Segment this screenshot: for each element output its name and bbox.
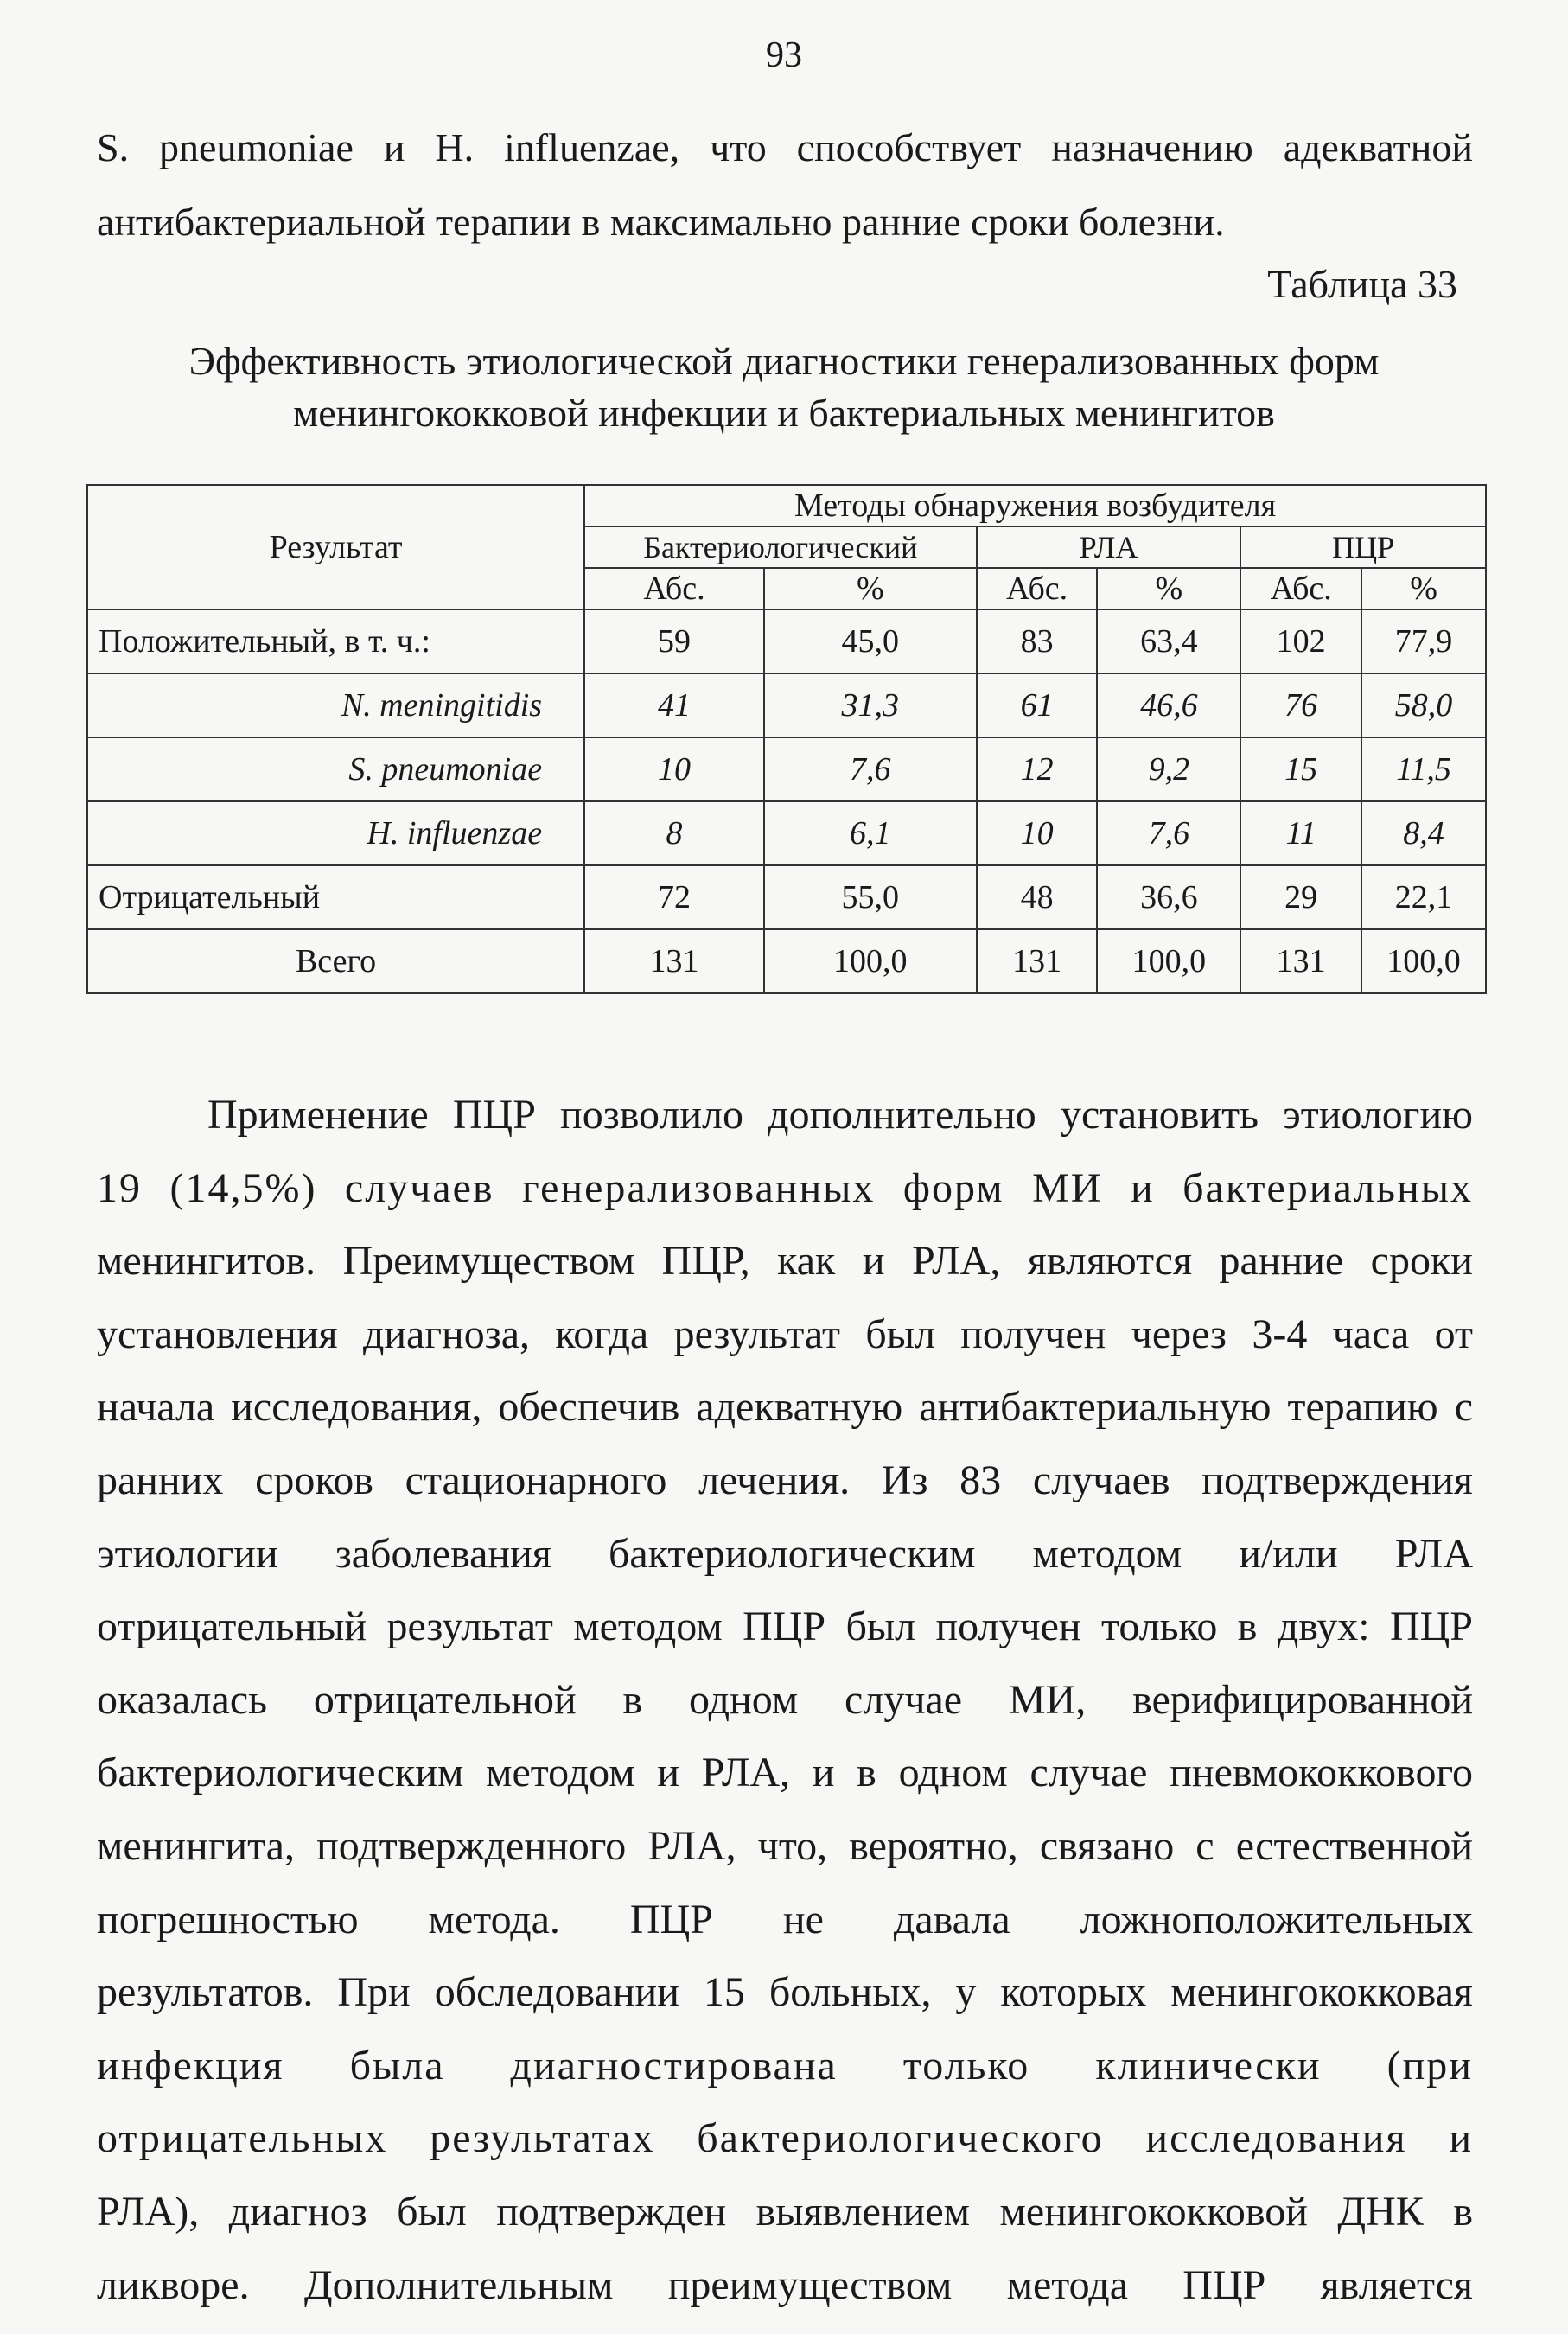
table-title-line: Эффективность этиологической диагностики генерализованных форм [188,339,1380,383]
table-cell: 58,0 [1361,673,1486,737]
table-cell: 131 [1240,929,1361,993]
body-line: инфекция была диагностирована только клинически (при [97,2042,1473,2088]
table-cell: 12 [977,737,1098,801]
table-cell: 45,0 [764,609,977,673]
table-cell: 29 [1240,865,1361,929]
table-row [87,865,1486,929]
table-cell: 7,6 [764,737,977,801]
table-cell: 8 [584,801,764,865]
method-header: РЛА [977,526,1241,568]
table-cell: 9,2 [1097,737,1240,801]
table-cell: 100,0 [1361,929,1486,993]
subheader-cell: Абс. [977,568,1098,609]
table-cell: 8,4 [1361,801,1486,865]
method-header: Бактериологический [584,526,977,568]
table-cell: 46,6 [1097,673,1240,737]
body-line: отрицательных результатах бактериологического исследования и [97,2115,1473,2162]
table-cell: 131 [977,929,1098,993]
table-cell: 36,6 [1097,865,1240,929]
page-number: 93 [766,35,802,75]
table-title [0,335,1568,439]
table-row [87,737,1486,801]
body-line: бактериологическим методом и РЛА, и в одном случае пневмококкового [97,1750,1473,1796]
table-cell: 10 [584,737,764,801]
table-cell: 11,5 [1361,737,1486,801]
body-line: ранних сроков стационарного лечения. Из 83 случаев подтверждения [97,1457,1473,1503]
table-cell: 10 [977,801,1098,865]
intro-line: S. pneumoniae и H. influenzae, что способствует назначению адекватной [97,125,1473,169]
row-label: N. meningitidis [87,673,584,737]
table-cell: 100,0 [1097,929,1240,993]
subheader-cell: % [1361,568,1486,609]
table-cell: 72 [584,865,764,929]
subheader-cell: Абс. [1240,568,1361,609]
body-line: Применение ПЦР позволило дополнительно установить этиологию [207,1092,1473,1138]
table-cell: 61 [977,673,1098,737]
table-label: Таблица 33 [1267,262,1457,306]
table-title-line: менингококковой инфекции и бактериальных менингитов [293,391,1275,435]
table-cell: 22,1 [1361,865,1486,929]
subheader-cell: % [1097,568,1240,609]
table-cell: 131 [584,929,764,993]
body-line: оказалась отрицательной в одном случае МИ, верифицированной [97,1676,1473,1723]
table-cell: 59 [584,609,764,673]
row-label: Всего [87,929,584,993]
body-line: погрешностью метода. ПЦР не давала ложноположительных [97,1896,1473,1942]
body-line: ликворе. Дополнительным преимуществом метода ПЦР является [97,2261,1473,2308]
table-row [87,801,1486,865]
table-cell: 7,6 [1097,801,1240,865]
subheader-cell: Абс. [584,568,764,609]
table-cell: 83 [977,609,1098,673]
table-cell: 41 [584,673,764,737]
table-cell: 11 [1240,801,1361,865]
row-label: Отрицательный [87,865,584,929]
body-line: начала исследования, обеспечив адекватную антибактериальную терапию с [97,1384,1473,1431]
table-row [87,673,1486,737]
intro-line: антибактериальной терапии в максимально ранние сроки болезни. [97,200,1225,244]
table-cell: 100,0 [764,929,977,993]
result-header: Результат [87,485,584,609]
intro-paragraph [97,111,1473,259]
body-line: 19 (14,5%) случаев генерализованных форм МИ и бактериальных [97,1164,1473,1211]
table-cell: 63,4 [1097,609,1240,673]
body-line: установления диагноза, когда результат был получен через 3-4 часа от [97,1310,1473,1357]
body-line: результатов. При обследовании 15 больных, у которых менингококковая [97,1969,1473,2016]
methods-header: Методы обнаружения возбудителя [584,485,1486,526]
method-header: ПЦР [1240,526,1486,568]
table-cell: 102 [1240,609,1361,673]
subheader-cell: % [764,568,977,609]
table-cell: 77,9 [1361,609,1486,673]
table-row [87,929,1486,993]
body-line: РЛА), диагноз был подтвержден выявлением менингококковой ДНК в [97,2188,1473,2235]
results-table [86,484,1487,994]
body-paragraph [97,1079,1473,2322]
row-label: S. pneumoniae [87,737,584,801]
row-label: Положительный, в т. ч.: [87,609,584,673]
table-cell: 6,1 [764,801,977,865]
body-line: этиологии заболевания бактериологическим методом и/или РЛА [97,1530,1473,1577]
table-cell: 15 [1240,737,1361,801]
table-cell: 55,0 [764,865,977,929]
table-cell: 48 [977,865,1098,929]
row-label: H. influenzae [87,801,584,865]
body-line: отрицательный результат методом ПЦР был получен только в двух: ПЦР [97,1604,1473,1650]
table-cell: 76 [1240,673,1361,737]
body-line: менингитов. Преимуществом ПЦР, как и РЛА, являются ранние сроки [97,1238,1473,1285]
table-cell: 31,3 [764,673,977,737]
table-row [87,609,1486,673]
body-line: менингита, подтвержденного РЛА, что, вероятно, связано с естественной [97,1822,1473,1869]
